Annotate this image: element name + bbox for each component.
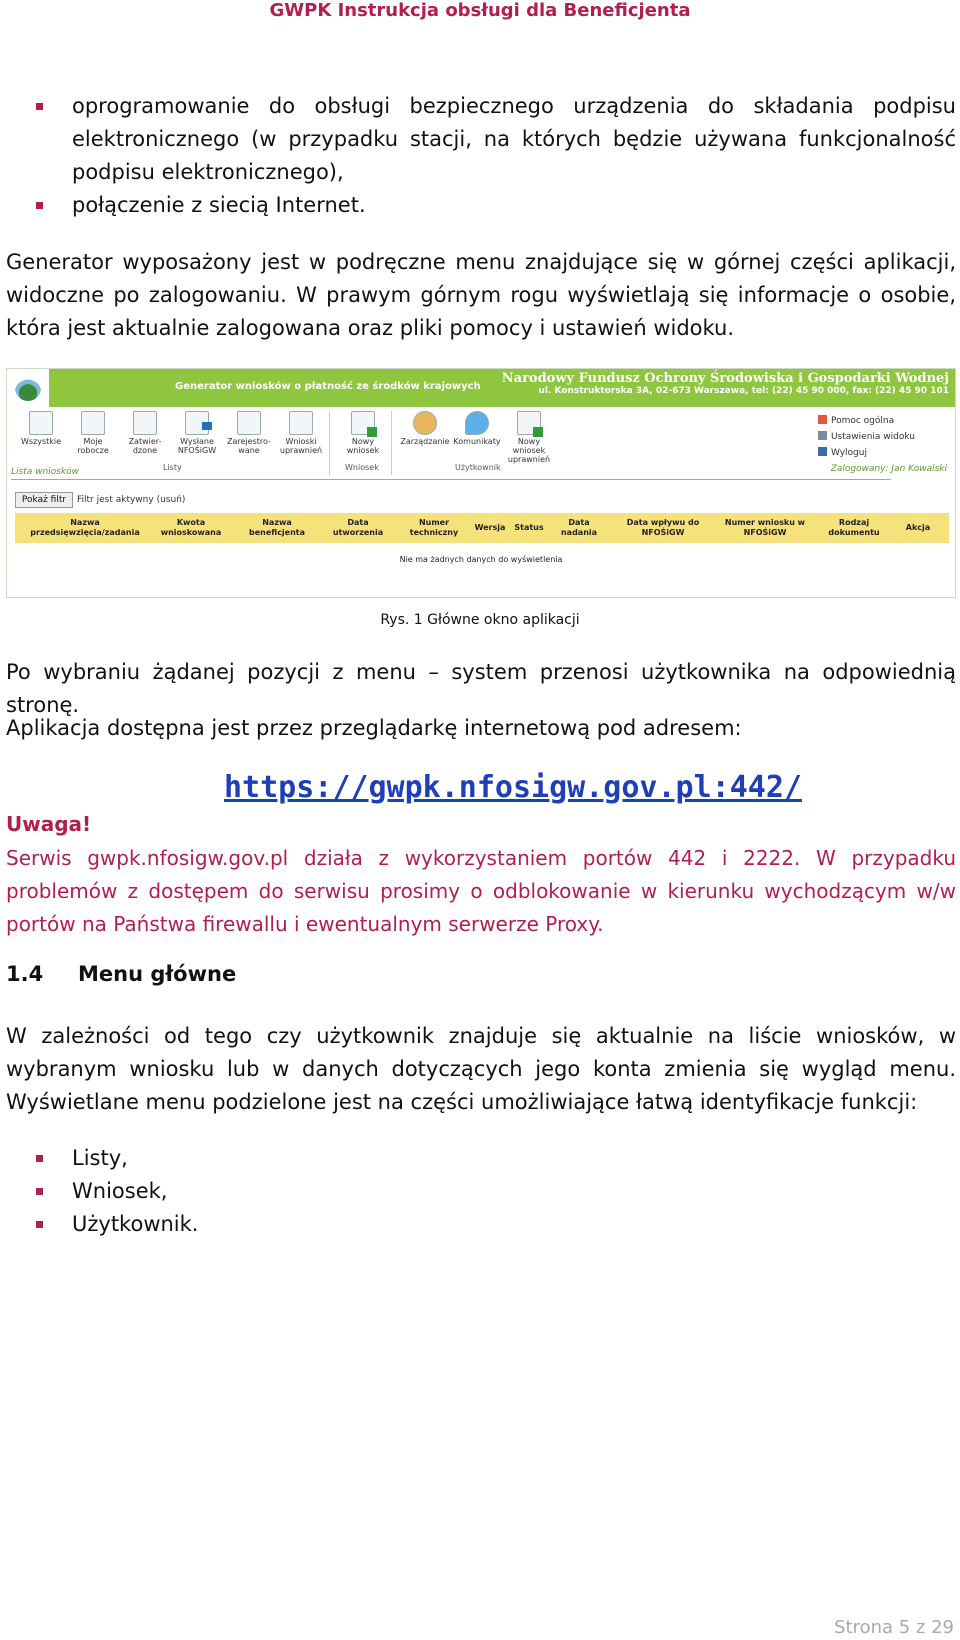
approved-icon <box>133 411 157 435</box>
toolbar-management[interactable]: Zarządzanie <box>399 411 451 446</box>
message-icon <box>465 411 489 435</box>
app-screenshot <box>6 368 956 598</box>
toolbar-sent[interactable]: Wysłane NFOŚiGW <box>171 411 223 455</box>
figure-caption: Rys. 1 Główne okno aplikacji <box>380 612 580 628</box>
menu-parts-list <box>36 1142 956 1241</box>
divider <box>11 479 891 480</box>
warning-title: Uwaga! <box>6 812 92 836</box>
section-heading <box>6 962 236 986</box>
divider <box>329 411 330 475</box>
grid-header <box>15 513 949 543</box>
empty-grid-message: Nie ma żadnych danych do wyświetlenia <box>399 555 563 564</box>
toolbar-new-permission-request[interactable]: Nowy wniosek uprawnień <box>503 411 555 464</box>
section-title: Menu główne <box>78 962 237 986</box>
toolbar-approved[interactable]: Zatwier-dzone <box>119 411 171 455</box>
new-document-icon <box>351 411 375 435</box>
logo-icon <box>15 375 41 401</box>
logout-link[interactable]: Wyloguj <box>818 445 915 461</box>
toolbar-registered[interactable]: Zarejestro-wane <box>223 411 275 455</box>
app-title: Generator wniosków o płatność ze środków krajowych <box>175 381 481 392</box>
list-item: Użytkownik. <box>36 1208 956 1241</box>
paragraph: Po wybraniu żądanej pozycji z menu – system przenosi użytkownika na odpowiednią stronę. <box>6 660 956 717</box>
divider <box>391 411 392 475</box>
column-header[interactable]: Kwota wnioskowana <box>160 518 222 537</box>
toolbar-my-drafts[interactable]: Moje robocze <box>67 411 119 455</box>
logo <box>7 369 49 407</box>
column-header[interactable]: Numer wniosku w NFOŚiGW <box>724 518 806 537</box>
view-settings-link[interactable]: Ustawienia widoku <box>818 429 915 445</box>
column-header[interactable]: Data nadania <box>560 518 598 537</box>
help-links <box>818 413 915 461</box>
paragraph: Aplikacja dostępna jest przez przeglądarkę internetową pod adresem: <box>6 716 742 740</box>
list-item: połączenie z siecią Internet. <box>36 189 956 222</box>
org-name: Narodowy Fundusz Ochrony Środowiska i Gospodarki Wodnej <box>501 371 949 386</box>
column-header[interactable]: Rodzaj dokumentu <box>828 518 880 537</box>
column-header[interactable]: Akcja <box>905 523 931 532</box>
settings-icon <box>818 431 827 440</box>
group-lists-label: Listy <box>163 463 182 472</box>
column-header[interactable]: Data utworzenia <box>332 518 384 537</box>
column-header[interactable]: Nazwa przedsięwzięcia/zadania <box>30 518 140 537</box>
intro-paragraph: Generator wyposażony jest w podręczne menu znajdujące się w górnej części aplikacji, widoczne po zalogowaniu. W prawym górnym rogu wyświetlają się informacje o osobie, która jest aktualnie zalogowana oraz pliki pomocy i ustawień widoku. <box>6 250 956 340</box>
show-filter-button[interactable]: Pokaż filtr <box>15 492 73 508</box>
help-link[interactable]: Pomoc ogólna <box>818 413 915 429</box>
column-header[interactable]: Nazwa beneficjenta <box>248 518 306 537</box>
group-user-label: Użytkownik <box>455 463 501 472</box>
toolbar-messages[interactable]: Komunikaty <box>451 411 503 446</box>
page-number: Strona 5 z 29 <box>834 1617 954 1638</box>
new-document-icon <box>517 411 541 435</box>
org-address: ul. Konstruktorska 3A, 02-673 Warszawa, tel: (22) 45 90 000, fax: (22) 45 90 101 <box>538 386 949 396</box>
logout-icon <box>818 447 827 456</box>
list-item: oprogramowanie do obsługi bezpiecznego urządzenia do składania podpisu elektronicznego (w przypadku stacji, na których będzie używana funkcjonalność podpisu elektronicznego), <box>36 90 956 189</box>
list-item: Wniosek, <box>36 1175 956 1208</box>
toolbar-new-application[interactable]: Nowy wniosek <box>337 411 389 455</box>
section-number: 1.4 <box>6 962 44 986</box>
column-header[interactable]: Status <box>514 523 544 532</box>
paragraph: W zależności od tego czy użytkownik znajduje się aktualnie na liście wniosków, w wybranym wniosku lub w danych dotyczących jego konta zmienia się wygląd menu. Wyświetlane menu podzielone jest na części umożliwiające łatwą identyfikacje funkcji: <box>6 1024 956 1114</box>
page-header: GWPK Instrukcja obsługi dla Beneficjenta <box>269 0 691 21</box>
registered-icon <box>237 411 261 435</box>
list-title: Lista wniosków <box>11 467 79 477</box>
document-icon <box>81 411 105 435</box>
requirements-list <box>36 90 956 222</box>
list-icon <box>29 411 53 435</box>
logged-in-user: Zalogowany: Jan Kowalski <box>830 464 947 474</box>
help-icon <box>818 415 827 424</box>
user-icon <box>413 411 437 435</box>
list-item: Listy, <box>36 1142 956 1175</box>
filter-status[interactable]: Filtr jest aktywny (usuń) <box>77 495 186 505</box>
send-icon <box>185 411 209 435</box>
group-application-label: Wniosek <box>345 463 379 472</box>
warning-text: Serwis gwpk.nfosigw.gov.pl działa z wykorzystaniem portów 442 i 2222. W przypadku problemów z dostępem do serwisu prosimy o odblokowanie w kierunku wychodzącym w/w portów na Państwa firewallu i ewentualnym serwerze Proxy. <box>6 846 956 936</box>
column-header[interactable]: Data wpływu do NFOŚiGW <box>626 518 700 537</box>
column-header[interactable]: Wersja <box>474 523 506 532</box>
org-info <box>502 371 949 396</box>
app-url-link[interactable]: https://gwpk.nfosigw.gov.pl:442/ <box>224 770 802 805</box>
app-top-bar <box>7 369 955 407</box>
toolbar-all[interactable]: Wszystkie <box>15 411 67 446</box>
permission-icon <box>289 411 313 435</box>
toolbar-permission-requests[interactable]: Wnioski uprawnień <box>275 411 327 455</box>
column-header[interactable]: Numer techniczny <box>409 518 459 537</box>
